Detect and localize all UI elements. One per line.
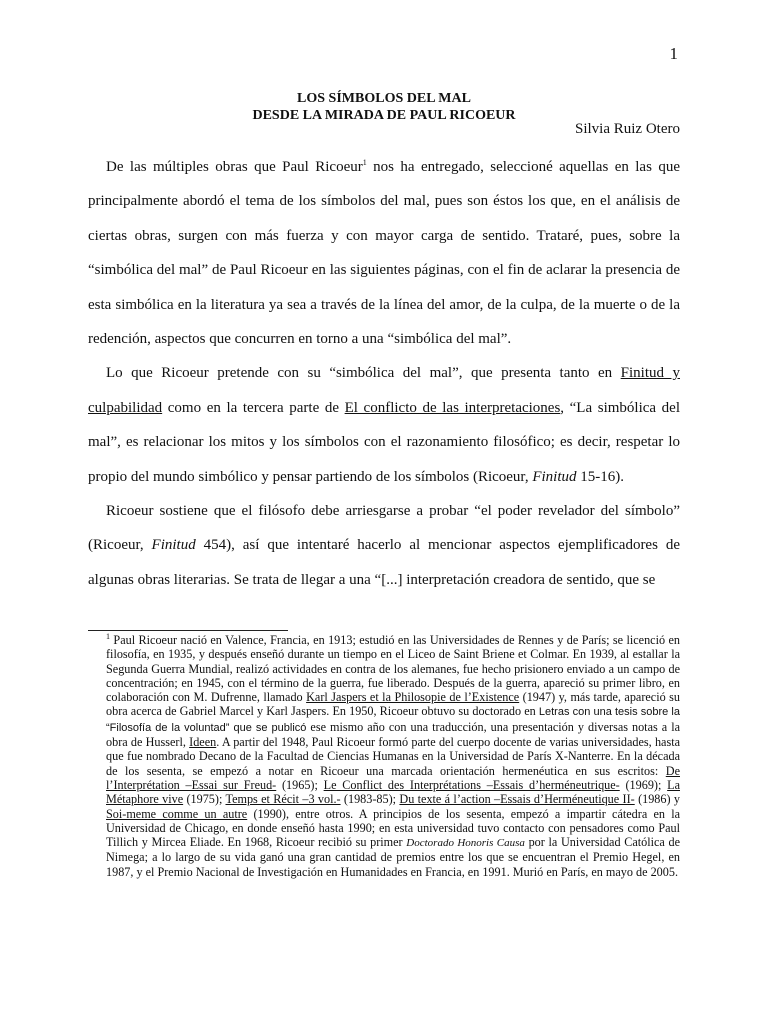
document-title	[0, 90, 768, 124]
book-title: Le Conflict des Interprétations –Essais d’herméneutrique-	[323, 777, 620, 792]
italic-citation: Finitud	[151, 537, 196, 554]
paragraph-text: Ricoeur sostiene que el filósofo debe arriesgarse a probar “el poder revelador del símbolo” (Ricoeur,	[88, 503, 680, 554]
footnote-text: ese mismo año con una traducción, una presentación y diversas notas a la obra de Husserl,	[106, 719, 680, 750]
book-title: De l’Interprétation –Essai sur Freud-	[106, 763, 680, 792]
book-title: Du texte á l’action –Essais d’Herméneutique II-	[399, 792, 635, 807]
paragraph-text: 454), así que intentaré hacerlo al mencionar aspectos ejemplificadores de algunas obras literarias. Se trata de llegar a una “[...] interpretación creadora de sentido, que se	[88, 537, 680, 588]
footnote-text: (1986) y	[634, 792, 680, 807]
footnote-text: (1983-85);	[340, 792, 400, 807]
paragraph-3	[88, 494, 680, 597]
paragraph-text: De las múltiples obras que Paul Ricoeur	[106, 159, 363, 175]
footnote-text: (1947) y, más tarde, apareció su obra acerca de Gabriel Marcel y Karl Jaspers. En 1950, Ricoeur obtuvo su doctorado en	[106, 690, 681, 719]
footnote-number: 1	[106, 631, 110, 641]
author-name: Silvia Ruiz Otero	[575, 121, 680, 137]
paragraph-text: Lo que Ricoeur pretende con su “simbólica del mal”, que presenta tanto en	[106, 365, 621, 382]
footnote-reference[interactable]: 1	[362, 158, 367, 167]
italic-citation: Finitud	[532, 468, 577, 485]
footnote-1	[106, 633, 680, 879]
title-line-2: DESDE LA MIRADA DE PAUL RICOEUR	[252, 108, 516, 123]
footnote-text: por la Universidad Católica de Nimega; a lo largo de su vida ganó una gran cantidad de premios entre los que se encuentran el Premio Hegel, en 1987, y el Premio Nacional de Investigación en Humanidades en Francia, en 1991. Murió en París, en mayo de 2005.	[106, 835, 681, 879]
footnote-text: (1969);	[619, 777, 668, 792]
body-text	[88, 150, 680, 597]
footnote-text: Paul Ricoeur nació en Valence, Francia, en 1913; estudió en las Universidades de Rennes y de París; se licenció en filosofía, en 1935, y después enseñó durante un tiempo en el Liceo de Saint Briene et Colmar. En 1939, al estallar la Segunda Guerra Mundial, realizó actividades en contra de los alemanes, fue hecho prisionero enviado a un campo de concentración; en 1945, con el término de la guerra, fue liberado. Después de la guerra, apareció su primer libro, en colaboración con M. Dufrenne, llamado	[106, 633, 680, 705]
paragraph-text: 15-16).	[576, 468, 625, 485]
book-title-link: Finitud y culpabilidad	[88, 365, 680, 416]
title-line-1: LOS SÍMBOLOS DEL MAL	[297, 91, 471, 106]
footnote-text-sans: Letras con una tesis sobre la “Filosofía de la voluntad” que se publicó	[106, 706, 680, 734]
book-title: La Métaphore vive	[106, 777, 680, 807]
footnote-separator	[88, 630, 288, 631]
book-title: Karl Jaspers et la Philosopie de l’Existence	[306, 690, 520, 705]
footnote-text: (1990), entre otros. A principios de los sesenta, empezó a impartir cátedra en la Universidad de Chicago, en donde enseñó hasta 1990; en esta universidad tuvo contacto con pensadores como Paul Tillich y Mircea Eliade. En 1968, Ricoeur recibió su primer	[106, 806, 680, 850]
paragraph-text: nos ha entregado, seleccioné aquellas en las que principalmente abordó el tema de los símbolos del mal, pues son éstos los que, en el análisis de ciertas obras, surgen con más fuerza y con mayor carga de sentido. Trataré, pues, sobre la “simbólica del mal” de Paul Ricoeur en las siguientes páginas, con el fin de aclarar la presencia de esta simbólica en la literatura ya sea a través de la línea del amor, de la culpa, de la muerte o de la redención, aspectos que concurren en torno a una “simbólica del mal”.	[88, 159, 680, 348]
book-title: Ideen	[189, 735, 217, 750]
footnote-text: . A partir del 1948, Paul Ricoeur formó parte del cuerpo docente de varias universidades, hasta que fue nombrado Decano de la Facultad de Ciencias Humanas en la Universidad de París X-Nanterre. En la década de los sesenta, se empezó a notar en Ricoeur una marcada orientación hermenéutica en sus escritos:	[106, 735, 680, 778]
paragraph-2	[88, 356, 680, 494]
paragraph-1	[88, 150, 680, 356]
book-title: Soi-meme comme un autre	[106, 806, 248, 821]
book-title: Temps et Récit –3 vol.-	[225, 792, 341, 807]
footnote-text: (1975);	[183, 792, 226, 807]
honorary-degree-text: Doctorado Honoris Causa	[406, 837, 525, 850]
footnote-text: (1965);	[276, 777, 324, 792]
page-number: 1	[669, 44, 678, 63]
paragraph-text: , “La simbólica del mal”, es relacionar los mitos y los símbolos con el razonamiento filosófico; es decir, respetar lo propio del mundo simbólico y pensar partiendo de los símbolos (Ricoeur,	[88, 399, 680, 485]
paragraph-text: como en la tercera parte de	[162, 399, 345, 416]
book-title-link: El conflicto de las interpretaciones	[344, 399, 561, 416]
